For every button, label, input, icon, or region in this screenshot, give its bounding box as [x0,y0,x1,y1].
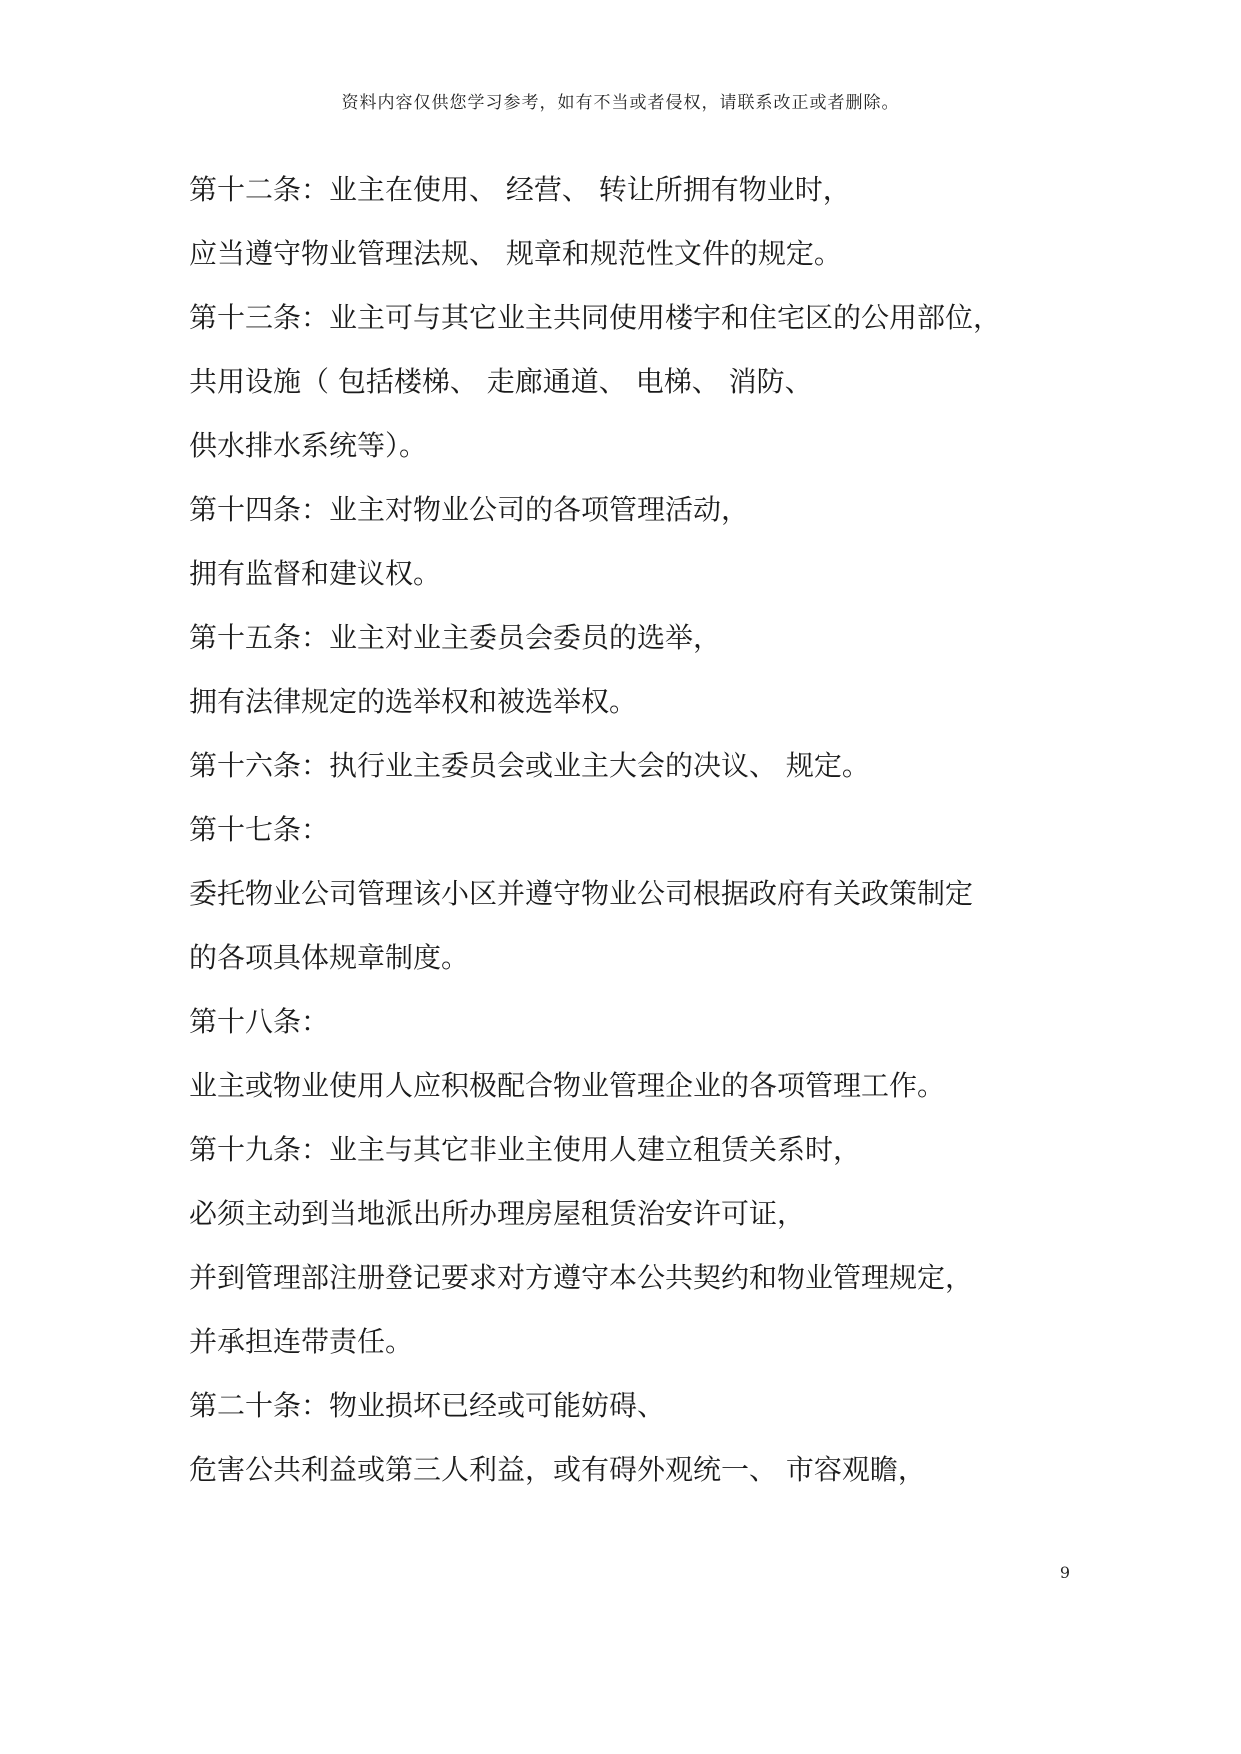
text-line: 第十九条：业主与其它非业主使用人建立租赁关系时， [189,1133,862,1166]
text-line: 委托物业公司管理该小区并遵守物业公司根据政府有关政策制定 [189,877,974,910]
page-number: 9 [1059,1563,1070,1582]
disclaimer-header: 资料内容仅供您学习参考，如有不当或者侵权，请联系改正或者删除。 [341,93,900,113]
text-line: 应当遵守物业管理法规、 规章和规范性文件的规定。 [189,237,842,270]
text-line: 业主或物业使用人应积极配合物业管理企业的各项管理工作。 [189,1069,946,1102]
text-line: 并承担连带责任。 [189,1325,414,1358]
text-line: 第十七条： [189,813,330,846]
text-line: 第十五条：业主对业主委员会委员的选举， [189,621,722,654]
text-line: 必须主动到当地派出所办理房屋租赁治安许可证， [189,1197,806,1230]
document-body [189,158,1089,1502]
text-line: 第十六条：执行业主委员会或业主大会的决议、 规定。 [189,749,870,782]
text-line: 第十四条：业主对物业公司的各项管理活动， [189,493,750,526]
text-line: 供水排水系统等）。 [189,429,428,462]
text-line: 第十八条： [189,1005,330,1038]
text-line: 拥有监督和建议权。 [189,557,442,590]
text-line: 第十二条：业主在使用、 经营、 转让所拥有物业时， [189,173,851,206]
text-line: 的各项具体规章制度。 [189,941,470,974]
text-line: 第二十条：物业损坏已经或可能妨碍、 [189,1389,666,1422]
text-line: 第十三条：业主可与其它业主共同使用楼宇和住宅区的公用部位， [189,301,1002,334]
text-line: 共用设施（ 包括楼梯、 走廊通道、 电梯、 消防、 [189,365,813,398]
text-line: 并到管理部注册登记要求对方遵守本公共契约和物业管理规定， [189,1261,974,1294]
text-line: 拥有法律规定的选举权和被选举权。 [189,685,638,718]
text-line: 危害公共利益或第三人利益，或有碍外观统一、 市容观瞻， [189,1453,926,1486]
